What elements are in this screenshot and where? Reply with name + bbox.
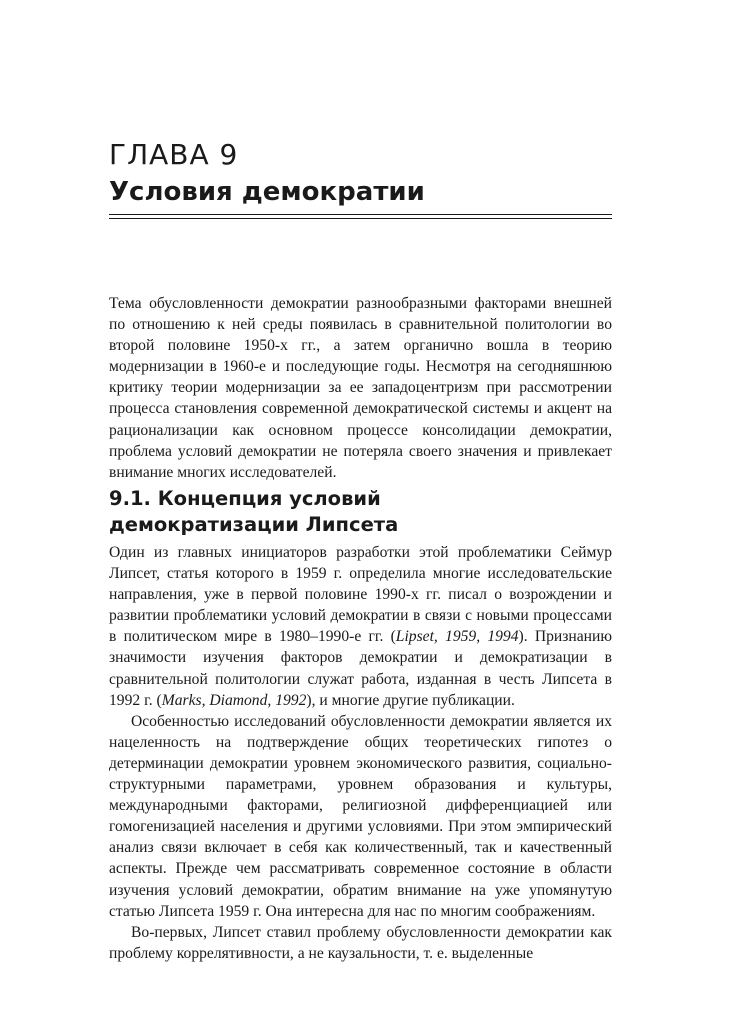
- chapter-title: Условия демократии: [109, 177, 425, 207]
- section-heading-line2: демократизации Липсета: [109, 513, 399, 536]
- citation-marks-diamond: Marks, Diamond, 1992: [161, 691, 307, 709]
- section-heading-line1: 9.1. Концепция условий: [109, 487, 381, 510]
- paragraph-1: [109, 542, 612, 711]
- title-rule: [109, 214, 612, 219]
- paragraph-1-text-a: Один из главных инициаторов разработки этой проблематики Сеймур Липсет, статья которого в 1959 г. определила многие исследовательские направления, уже в первой половине 1990-х гг. писал о возрождении и развитии проблематики условий демократии в связи с новыми процессами в политическом мире в 1980–1990-е гг. (: [109, 544, 612, 646]
- section-heading: [109, 486, 612, 538]
- citation-lipset: Lipset, 1959, 1994: [395, 628, 519, 646]
- paragraph-1-text-b: ). Признанию значимости изучения факторов демократии и демократизации в сравнительной политологии служат работа, изданная в честь Липсета в 1992 г. (: [109, 628, 613, 709]
- paragraph-3: Во-первых, Липсет ставил проблему обусловленности демократии как проблему коррелятивности, а не каузальности, т. е. выделенные: [109, 923, 612, 962]
- chapter-label: ГЛАВА 9: [109, 138, 239, 171]
- paragraph-1-text-c: ), и многие другие публикации.: [306, 691, 515, 709]
- intro-paragraph: Тема обусловленности демократии разнообразными факторами внешней по отношению к ней среды появилась в сравнительной политологии во второй половине 1950-х гг., а затем органично вошла в теорию модернизации в 1960-е и последующие годы. Несмотря на сегодняшнюю критику теории модернизации за ее западоцентризм при рассмотрении процесса становления современной демократической системы и акцент на рационализации как основном процессе консолидации демократии, проблема условий демократии не потеряла своего значения и привлекает внимание многих исследователей.: [109, 295, 612, 481]
- paragraph-2: Особенностью исследований обусловленности демократии является их нацеленность на подтверждение общих теоретических гипотез о детерминации демократии уровнем экономического развития, социально-структурными параметрами, уровнем образования и культуры, международными факторами, религиозной дифференциацией или гомогенизацией населения и другими условиями. При этом эмпирический анализ связи включает в себя как количественный, так и качественный аспекты. Прежде чем рассматривать современное состояние в области изучения условий демократии, обратим внимание на уже упомянутую статью Липсета 1959 г. Она интересна для нас по многим соображениям.: [109, 712, 612, 920]
- section-body: [109, 542, 612, 964]
